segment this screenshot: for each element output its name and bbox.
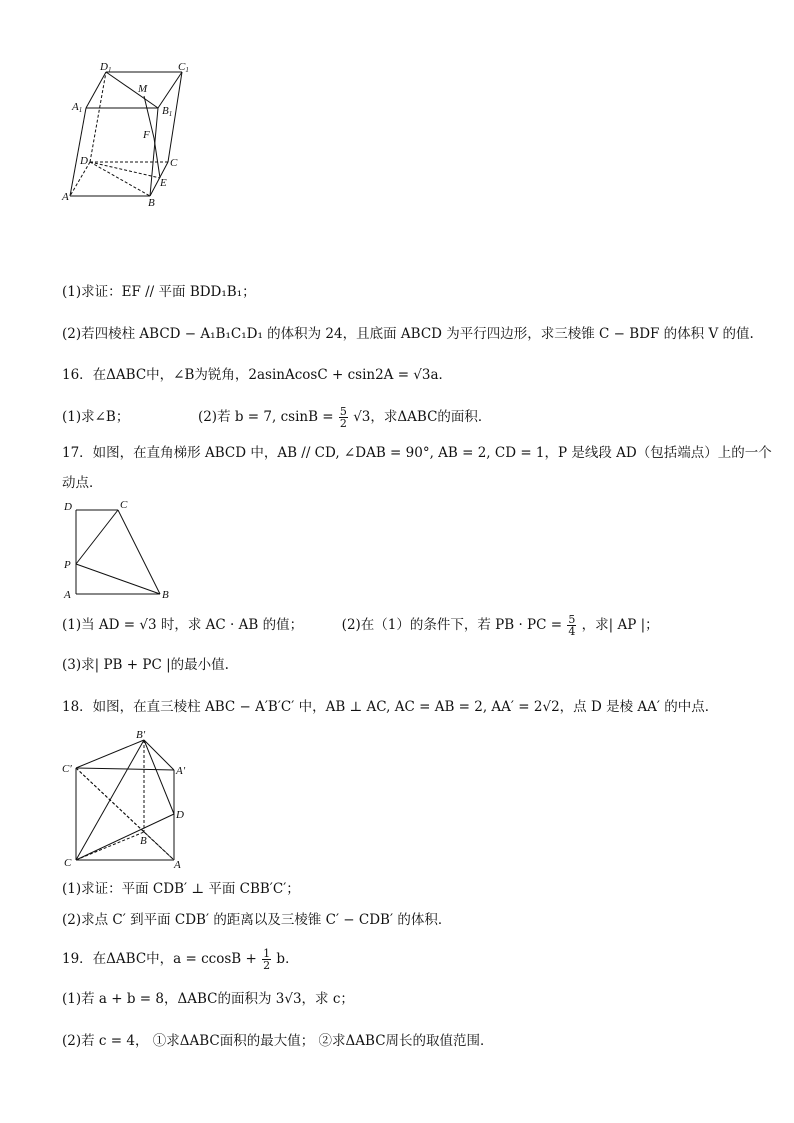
figure-trapezoid (60, 498, 180, 602)
label-d: D (80, 155, 88, 167)
label-b: B (140, 835, 147, 847)
figure-parallelepiped (60, 60, 210, 210)
q17-part2-pre: (2)在（1）的条件下，若 PB · PC = (341, 617, 563, 633)
q15-part1: (1)求证：EF // 平面 BDD₁B₁； (62, 284, 256, 300)
label-c: C (170, 157, 178, 169)
q16-stem: 16．在ΔABC中，∠B为锐角，2asinAcosC + csin2A = √3a． (62, 367, 453, 383)
q19-stem (62, 948, 299, 971)
label-d: D (64, 501, 72, 513)
label-c1: C1 (178, 61, 189, 74)
q16-parts (62, 406, 491, 429)
q17-part3: (3)求| PB + PC |的最小值. (62, 657, 229, 673)
q16-part2-post: √3，求ΔABC的面积． (353, 409, 492, 425)
q18-part2: (2)求点 C′ 到平面 CDB′ 的距离以及三棱锥 C′ − CDB′ 的体积． (62, 912, 452, 928)
q19-part1: (1)若 a + b = 8，ΔABC的面积为 3√3，求 c； (62, 991, 354, 1007)
label-c: C (64, 857, 72, 869)
label-e: E (160, 177, 167, 189)
label-d: D (176, 809, 184, 821)
q18-part1: (1)求证：平面 CDB′ ⊥ 平面 CBB′C′； (62, 881, 300, 897)
label-d1: D1 (100, 61, 112, 74)
figure-prism (60, 726, 200, 872)
label-a: A (64, 589, 71, 601)
label-b: B (162, 589, 169, 601)
q17-stem-line1: 17．如图，在直角梯形 ABCD 中，AB // CD, ∠DAB = 90°, AB = 2, CD = 1，P 是线段 AD（包括端点）上的一个 (62, 445, 772, 461)
q19-part2: (2)若 c = 4， ①求ΔABC面积的最大值； ②求ΔABC周长的取值范围． (62, 1033, 494, 1049)
q16-part1: (1)求∠B； (62, 409, 130, 425)
q17-part2-post: ，求| AP |； (581, 617, 659, 633)
label-a: A (62, 191, 69, 203)
label-b-prime: B′ (136, 729, 146, 741)
q17-stem-line2: 动点． (62, 475, 103, 491)
label-c: C (120, 499, 128, 511)
label-f: F (143, 129, 150, 141)
q19-stem-post: b． (276, 951, 299, 967)
q15-part2: (2)若四棱柱 ABCD − A₁B₁C₁D₁ 的体积为 24，且底面 ABCD 为平行四边形，求三棱锥 C − BDF 的体积 V 的值. (62, 326, 754, 342)
q17-parts-1-2 (62, 614, 659, 637)
fraction-1-2: $\frac{1}{2}$ (263, 947, 271, 972)
q17-part1: (1)当 AD = √3 时，求 AC · AB 的值； (62, 617, 304, 633)
label-p: P (64, 559, 71, 571)
fraction-5-2: $\frac{5}{2}$ (339, 405, 347, 430)
label-m: M (138, 83, 148, 95)
label-b1: B1 (162, 105, 173, 118)
label-a1: A1 (72, 101, 83, 114)
q19-stem-pre: 19．在ΔABC中，a = ccosB + (62, 951, 257, 967)
label-c-prime: C′ (62, 763, 72, 775)
q18-stem: 18．如图，在直三棱柱 ABC − A′B′C′ 中，AB ⊥ AC, AC = AB = 2, AA′ = 2√2，点 D 是棱 AA′ 的中点． (62, 699, 719, 715)
fraction-5-4: $\frac{5}{4}$ (568, 613, 576, 638)
label-b: B (148, 197, 155, 209)
q16-part2-pre: (2)若 b = 7, csinB = (197, 409, 334, 425)
label-a-prime: A′ (176, 765, 186, 777)
label-a: A (174, 859, 181, 871)
